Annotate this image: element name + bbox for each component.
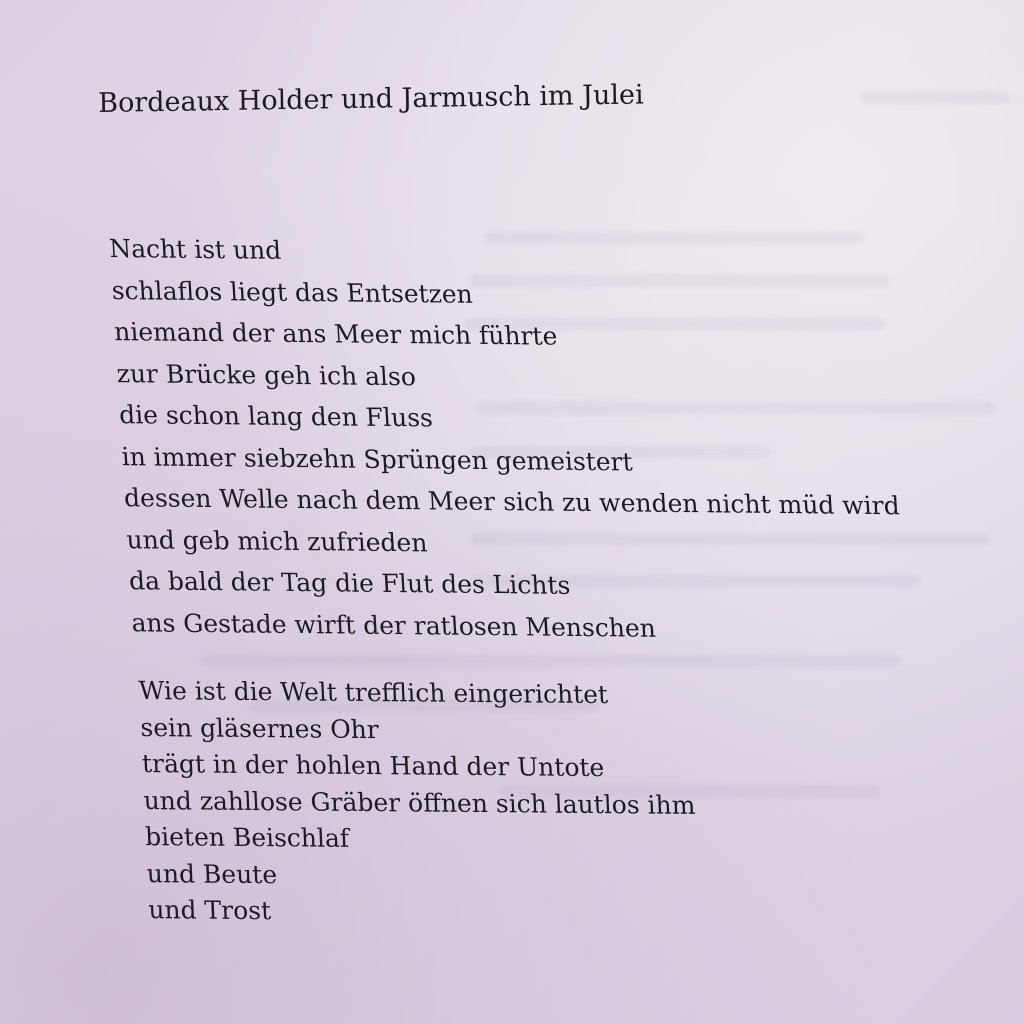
poem-line: schlaflos liegt das Entsetzen	[110, 275, 474, 309]
poem-line: und Trost	[147, 895, 272, 926]
stanza-1	[108, 228, 908, 651]
poem-line: bieten Beischlaf	[144, 822, 350, 853]
poem-line: Wie ist die Welt trefflich eingerichtet	[138, 676, 609, 710]
poem-line: in immer siebzehn Sprüngen gemeistert	[120, 441, 634, 477]
poem-line: niemand der ans Meer mich führte	[113, 317, 559, 351]
poem-line: zur Brücke geh ich also	[115, 358, 417, 391]
poem-line: da bald der Tag die Flut des Lichts	[128, 566, 572, 600]
poem-line: und zahllose Gräber öffnen sich lautlos ihm	[142, 785, 696, 820]
poem-line: und geb mich zufrieden	[125, 524, 429, 557]
poem-line: Nacht ist und	[108, 234, 282, 265]
poem-line: ans Gestade wirft der ratlosen Menschen	[130, 607, 657, 643]
poem-line: und Beute	[146, 858, 278, 889]
poem-line: trägt in der hohlen Hand der Untote	[141, 749, 605, 783]
poem-line: sein gläsernes Ohr	[139, 712, 380, 744]
poem-line: die schon lang den Fluss	[118, 400, 434, 433]
stanza-2	[138, 673, 701, 933]
poem-title: Bordeaux Holder und Jarmusch im Julei	[98, 79, 644, 119]
poem-line: dessen Welle nach dem Meer sich zu wenden nicht müd wird	[123, 483, 901, 521]
